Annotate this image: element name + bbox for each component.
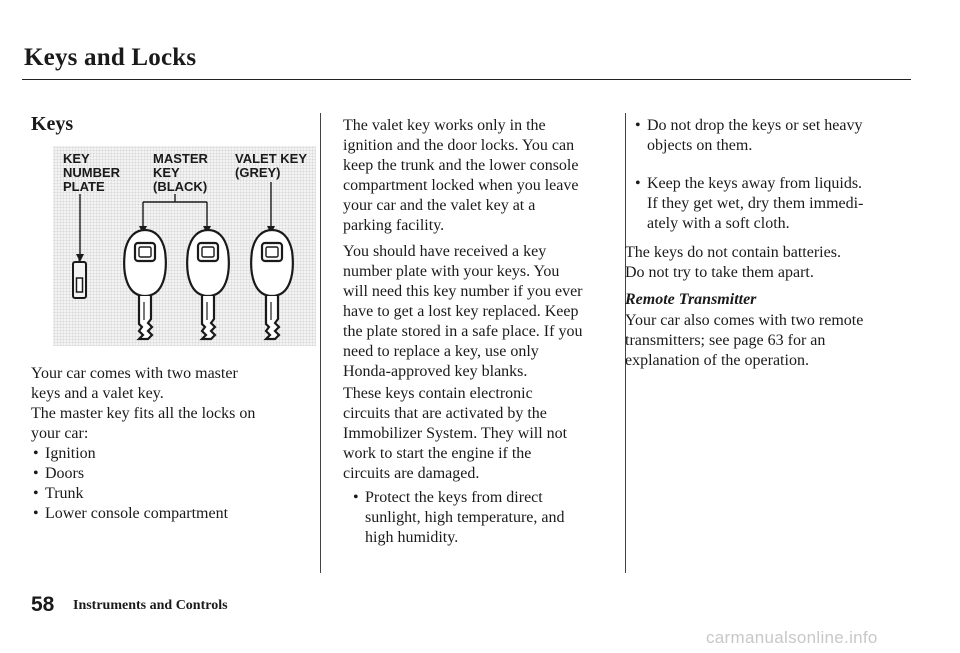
key-number-paragraph: You should have received a key number plate with your keys. You will need this key number if you ever have to get a lost key replaced. Keep the plate stored in a safe place. If you need to replace a key, use only Honda-approved key blanks. (343, 243, 583, 380)
watermark: carmanualsonline.info (706, 628, 878, 647)
master-key-icon (124, 230, 166, 339)
page-title: Keys and Locks (24, 44, 197, 71)
list-item: • Protect the keys from direct sunlight, high temperature, and high humidity. (351, 488, 621, 548)
protect-keys-bullet (351, 488, 621, 548)
list-item: • Do not drop the keys or set heavy objects on them. (633, 116, 923, 156)
master-key-icon (187, 230, 229, 339)
column-divider-left (320, 113, 321, 573)
key-number-plate-label: KEY NUMBER PLATE (63, 151, 121, 194)
master-key-label: MASTER KEY (BLACK) (153, 151, 208, 194)
list-item: • Lower console compartment (31, 504, 311, 524)
footer-section-name: Instruments and Controls (73, 598, 228, 613)
intro-text: Your car comes with two master keys and a valet key. The master key fits all the locks on your car: • Ignition • Doors • Trunk • Lower console compartment (31, 364, 311, 524)
valet-key-paragraph: The valet key works only in the ignition and the door locks. You can keep the trunk and the lower console compartment locked when you leave your car and the valet key at a parking facility. (343, 117, 579, 234)
keys-illustration (53, 146, 316, 346)
section-title: Keys (31, 113, 74, 135)
valet-key-icon (251, 230, 293, 339)
electronic-circuits-paragraph: These keys contain electronic circuits that are activated by the Immobilizer System. They will not work to start the engine if the circuits are damaged. (343, 385, 568, 482)
key-number-plate (73, 258, 86, 298)
batteries-paragraph: The keys do not contain batteries. Do not try to take them apart. (625, 244, 841, 281)
header-rule (22, 79, 911, 80)
list-item: • Trunk (31, 484, 311, 504)
lock-list (31, 444, 311, 524)
valet-key-label: VALET KEY (GREY) (235, 151, 307, 180)
list-item: • Ignition (31, 444, 311, 464)
list-item: • Keep the keys away from liquids. If they get wet, dry them immedi- ately with a soft cloth. (633, 174, 923, 234)
keys-drawing (53, 146, 316, 346)
key-care-bullets (633, 116, 923, 234)
page-number: 58 (31, 593, 55, 616)
list-item: • Doors (31, 464, 311, 484)
remote-transmitter-paragraph: Your car also comes with two remote transmitters; see page 63 for an explanation of the operation. (625, 312, 864, 369)
remote-transmitter-heading: Remote Transmitter (625, 291, 757, 308)
